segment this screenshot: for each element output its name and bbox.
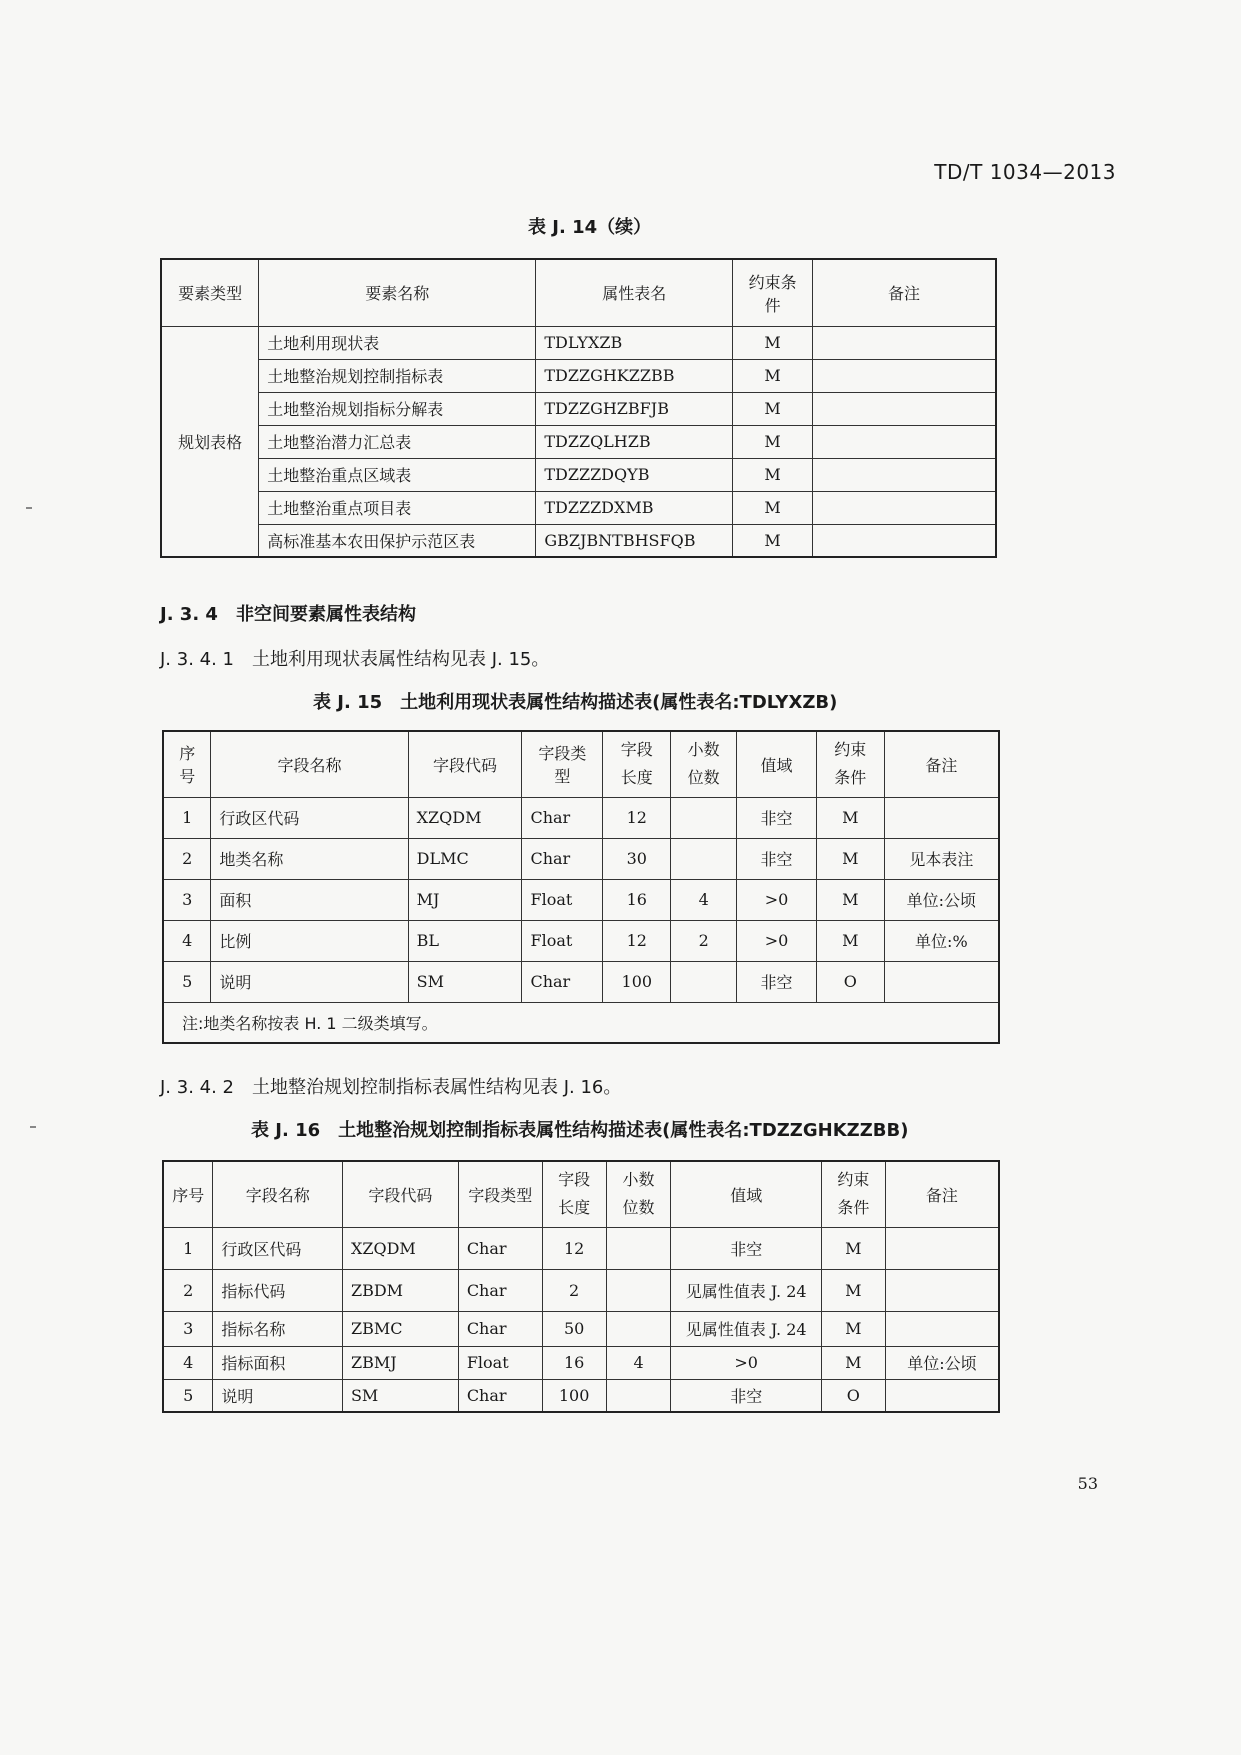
element-name: 土地利用现状表 (259, 326, 536, 359)
constraint: M (733, 326, 813, 359)
attribute-table-name: TDZZGHZBFJB (536, 392, 733, 425)
constraint: M (816, 920, 884, 961)
decimal-places: 4 (671, 879, 737, 920)
row-no: 2 (163, 838, 211, 879)
field-name: 说明 (211, 961, 408, 1002)
attribute-table-name: TDLYXZB (536, 326, 733, 359)
value-domain: 见属性值表 J. 24 (671, 1269, 821, 1311)
note (885, 1311, 999, 1346)
table-footnote-row (163, 1002, 999, 1043)
decimal-places (606, 1269, 671, 1311)
group-label: 规划表格 (161, 326, 259, 557)
table-row (161, 326, 996, 359)
constraint: M (733, 491, 813, 524)
note (884, 961, 999, 1002)
table-j16-caption: 表 J. 16 土地整治规划控制指标表属性结构描述表(属性表名:TDZZGHKZZBB) (251, 1120, 909, 1141)
header-line: 条件 (834, 768, 867, 788)
field-code: ZBMC (342, 1311, 458, 1346)
element-name: 土地整治潜力汇总表 (259, 425, 536, 458)
attribute-table-name: TDZZZDXMB (536, 491, 733, 524)
note (813, 326, 996, 359)
row-no: 2 (163, 1269, 213, 1311)
header-cell: 约束条件 (733, 259, 813, 326)
note: 单位:公顷 (884, 879, 999, 920)
field-name: 指标名称 (213, 1311, 343, 1346)
table-row (161, 359, 996, 392)
field-code: SM (408, 961, 522, 1002)
row-no: 1 (163, 797, 211, 838)
note (885, 1269, 999, 1311)
table-j15-caption: 表 J. 15 土地利用现状表属性结构描述表(属性表名:TDLYXZB) (313, 692, 838, 713)
header-line: 长度 (620, 768, 653, 788)
constraint: M (816, 797, 884, 838)
decimal-places (606, 1311, 671, 1346)
field-type: Char (458, 1379, 542, 1412)
table-row (163, 1227, 999, 1269)
note: 单位:公顷 (885, 1346, 999, 1379)
table-row (161, 425, 996, 458)
note (885, 1227, 999, 1269)
attribute-table-name: TDZZQLHZB (536, 425, 733, 458)
header-line: 约束 (837, 1170, 870, 1190)
field-name: 行政区代码 (211, 797, 408, 838)
header-cell: 字段名称 (213, 1161, 343, 1227)
table-row (163, 838, 999, 879)
note (813, 524, 996, 557)
row-no: 4 (163, 920, 211, 961)
standard-code: TD/T 1034—2013 (934, 160, 1116, 184)
table-row (163, 961, 999, 1002)
header-cell: 备注 (813, 259, 996, 326)
constraint: M (733, 458, 813, 491)
decimal-places (671, 797, 737, 838)
decimal-places: 2 (671, 920, 737, 961)
table-j14-caption: 表 J. 14（续） (528, 217, 652, 238)
field-name: 指标代码 (213, 1269, 343, 1311)
attribute-table-name: GBZJBNTBHSFQB (536, 524, 733, 557)
value-domain: >0 (737, 920, 817, 961)
header-cell: 备注 (884, 731, 999, 797)
field-length: 16 (542, 1346, 606, 1379)
header-cell: 值域 (671, 1161, 821, 1227)
table-j14 (160, 258, 997, 558)
element-name: 高标准基本农田保护示范区表 (259, 524, 536, 557)
field-type: Char (458, 1227, 542, 1269)
element-name: 土地整治重点项目表 (259, 491, 536, 524)
table-j15 (162, 730, 1000, 1044)
field-type: Char (522, 838, 603, 879)
field-length: 100 (542, 1379, 606, 1412)
field-length: 12 (603, 920, 671, 961)
field-length: 50 (542, 1311, 606, 1346)
decimal-places (606, 1379, 671, 1412)
note (813, 491, 996, 524)
constraint: M (816, 838, 884, 879)
field-name: 指标面积 (213, 1346, 343, 1379)
header-cell (821, 1161, 885, 1227)
value-domain: 非空 (737, 797, 817, 838)
header-cell: 值域 (737, 731, 817, 797)
field-name: 说明 (213, 1379, 343, 1412)
value-domain: 非空 (737, 961, 817, 1002)
field-code: XZQDM (408, 797, 522, 838)
scan-mark (30, 1126, 36, 1128)
header-cell: 属性表名 (536, 259, 733, 326)
table-row (161, 392, 996, 425)
field-code: MJ (408, 879, 522, 920)
field-code: DLMC (408, 838, 522, 879)
header-cell (816, 731, 884, 797)
note (813, 458, 996, 491)
decimal-places (671, 838, 737, 879)
value-domain: 非空 (737, 838, 817, 879)
field-length: 100 (603, 961, 671, 1002)
table-row (161, 458, 996, 491)
table-row (161, 524, 996, 557)
field-type: Char (458, 1269, 542, 1311)
scan-mark (26, 507, 32, 509)
constraint: M (821, 1311, 885, 1346)
element-name: 土地整治规划控制指标表 (259, 359, 536, 392)
field-length: 16 (603, 879, 671, 920)
table-row (161, 491, 996, 524)
field-type: Float (458, 1346, 542, 1379)
value-domain: 见属性值表 J. 24 (671, 1311, 821, 1346)
header-line: 小数 (622, 1170, 655, 1190)
row-no: 3 (163, 1311, 213, 1346)
table-j16 (162, 1160, 1000, 1413)
constraint: M (733, 392, 813, 425)
attribute-table-name: TDZZZDQYB (536, 458, 733, 491)
header-line: 字段 (558, 1170, 591, 1190)
table-row (163, 1269, 999, 1311)
section-heading-j34: J. 3. 4 非空间要素属性表结构 (160, 604, 416, 625)
element-name: 土地整治规划指标分解表 (259, 392, 536, 425)
field-type: Char (458, 1311, 542, 1346)
attribute-table-name: TDZZGHKZZBB (536, 359, 733, 392)
field-name: 比例 (211, 920, 408, 961)
table-j16-header-row (163, 1161, 999, 1227)
field-code: ZBMJ (342, 1346, 458, 1379)
table-j14-header-row (161, 259, 996, 326)
page-number: 53 (1077, 1474, 1098, 1493)
constraint: M (733, 524, 813, 557)
element-name: 土地整治重点区域表 (259, 458, 536, 491)
header-cell: 字段类型 (458, 1161, 542, 1227)
header-cell (603, 731, 671, 797)
constraint: M (733, 359, 813, 392)
field-code: XZQDM (342, 1227, 458, 1269)
constraint: M (821, 1227, 885, 1269)
row-no: 3 (163, 879, 211, 920)
header-line: 位数 (687, 768, 720, 788)
value-domain: >0 (737, 879, 817, 920)
header-line: 条件 (837, 1198, 870, 1218)
decimal-places (671, 961, 737, 1002)
decimal-places: 4 (606, 1346, 671, 1379)
constraint: M (733, 425, 813, 458)
field-type: Char (522, 797, 603, 838)
field-code: BL (408, 920, 522, 961)
field-code: SM (342, 1379, 458, 1412)
field-length: 12 (542, 1227, 606, 1269)
decimal-places (606, 1227, 671, 1269)
header-cell: 要素类型 (161, 259, 259, 326)
note (884, 797, 999, 838)
header-cell (606, 1161, 671, 1227)
header-cell: 字段类型 (522, 731, 603, 797)
note (813, 392, 996, 425)
field-length: 30 (603, 838, 671, 879)
note (813, 425, 996, 458)
row-no: 5 (163, 1379, 213, 1412)
field-type: Char (522, 961, 603, 1002)
header-line: 位数 (622, 1198, 655, 1218)
field-name: 行政区代码 (213, 1227, 343, 1269)
header-cell: 字段代码 (408, 731, 522, 797)
table-row (163, 879, 999, 920)
table-row (163, 1379, 999, 1412)
header-cell (542, 1161, 606, 1227)
constraint: M (816, 879, 884, 920)
value-domain: >0 (671, 1346, 821, 1379)
header-cell: 字段代码 (342, 1161, 458, 1227)
constraint: O (821, 1379, 885, 1412)
constraint: M (821, 1346, 885, 1379)
note (885, 1379, 999, 1412)
table-j15-header-row (163, 731, 999, 797)
table-footnote: 注:地类名称按表 H. 1 二级类填写。 (163, 1002, 999, 1043)
header-line: 长度 (558, 1198, 591, 1218)
note (813, 359, 996, 392)
table-row (163, 797, 999, 838)
table-row (163, 920, 999, 961)
field-type: Float (522, 920, 603, 961)
header-cell (671, 731, 737, 797)
row-no: 1 (163, 1227, 213, 1269)
header-line: 字段 (620, 740, 653, 760)
field-code: ZBDM (342, 1269, 458, 1311)
section-paragraph-j342: J. 3. 4. 2 土地整治规划控制指标表属性结构见表 J. 16。 (160, 1077, 622, 1098)
header-cell: 备注 (885, 1161, 999, 1227)
header-line: 小数 (687, 740, 720, 760)
field-name: 地类名称 (211, 838, 408, 879)
field-name: 面积 (211, 879, 408, 920)
row-no: 5 (163, 961, 211, 1002)
table-row (163, 1311, 999, 1346)
field-length: 12 (603, 797, 671, 838)
value-domain: 非空 (671, 1227, 821, 1269)
table-row (163, 1346, 999, 1379)
constraint: M (821, 1269, 885, 1311)
note: 单位:% (884, 920, 999, 961)
field-type: Float (522, 879, 603, 920)
row-no: 4 (163, 1346, 213, 1379)
constraint: O (816, 961, 884, 1002)
header-line: 约束 (834, 740, 867, 760)
note: 见本表注 (884, 838, 999, 879)
section-paragraph-j341: J. 3. 4. 1 土地利用现状表属性结构见表 J. 15。 (160, 649, 550, 670)
header-cell: 序号 (163, 1161, 213, 1227)
header-cell: 字段名称 (211, 731, 408, 797)
header-cell: 序号 (163, 731, 211, 797)
field-length: 2 (542, 1269, 606, 1311)
value-domain: 非空 (671, 1379, 821, 1412)
header-cell: 要素名称 (259, 259, 536, 326)
